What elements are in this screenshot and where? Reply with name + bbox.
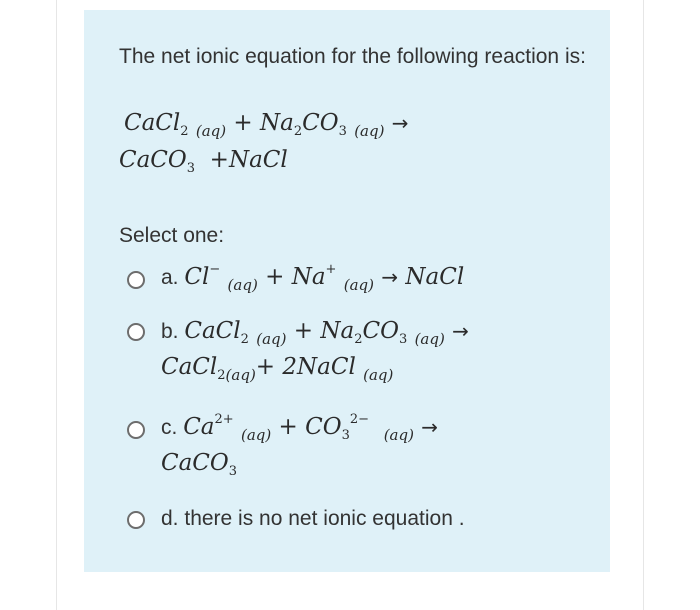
option-c-letter: c. — [161, 416, 178, 439]
option-a-letter: a. — [161, 266, 179, 289]
product-1-subscript: 3 — [186, 161, 196, 176]
option-a-term-1-superscript: − — [209, 262, 221, 277]
option-b-term-2-b-subscript: 3 — [398, 332, 408, 347]
option-a-term-1: Cl — [184, 264, 210, 290]
option-d-label[interactable] — [161, 507, 465, 531]
product-2: NaCl — [228, 147, 288, 173]
option-b-radio[interactable] — [127, 323, 145, 341]
reactant-1-state: (aq) — [195, 122, 227, 140]
select-one-label: Select one: — [119, 224, 225, 247]
reaction-arrow: → — [452, 319, 469, 343]
page-divider-right — [643, 0, 644, 610]
option-c-radio[interactable] — [127, 421, 145, 439]
plus-sign: + — [293, 318, 314, 344]
option-a-label[interactable] — [161, 262, 465, 294]
product-1: CaCO — [119, 147, 187, 173]
option-b-term-2-state: (aq) — [414, 330, 445, 348]
option-d-radio[interactable] — [127, 511, 145, 529]
option-c-term-2: CO — [305, 414, 342, 440]
option-c-term-1-superscript: 2+ — [214, 412, 234, 427]
reaction-arrow: → — [391, 111, 409, 135]
plus-sign: + — [233, 110, 253, 136]
option-b-product-2: 2NaCl — [282, 354, 356, 380]
option-b-term-1-subscript: 2 — [240, 332, 249, 347]
option-a-term-2-state: (aq) — [343, 276, 375, 294]
option-c-term-1-state: (aq) — [240, 426, 272, 444]
question-equation-line-2 — [119, 147, 288, 176]
option-b-term-1: CaCl — [184, 318, 241, 344]
option-a-term-1-state: (aq) — [227, 276, 258, 294]
option-d-letter: d. — [161, 507, 179, 530]
option-a-radio[interactable] — [127, 271, 145, 289]
option-a-term-2-superscript: + — [325, 262, 337, 277]
reactant-2-b-subscript: 3 — [338, 124, 347, 139]
option-b-term-2-b: CO — [362, 318, 399, 344]
option-c-label-line-2[interactable] — [161, 450, 238, 479]
option-c-term-1: Ca — [183, 414, 215, 440]
plus-sign: + — [265, 264, 285, 290]
option-a-term-2: Na — [291, 264, 326, 290]
option-c-product-subscript: 3 — [228, 464, 238, 479]
reactant-1-subscript: 2 — [180, 124, 189, 139]
option-c-term-2-subscript: 3 — [341, 428, 350, 443]
reaction-arrow: → — [421, 415, 439, 439]
plus-sign: + — [255, 354, 276, 380]
option-b-term-1-state: (aq) — [256, 330, 287, 348]
reactant-2-b: CO — [302, 110, 339, 136]
option-c-label-line-1[interactable] — [161, 412, 439, 444]
question-text: The net ionic equation for the following reaction is: — [119, 45, 586, 68]
option-b-product-1-state: (aq) — [225, 366, 256, 384]
question-equation-line-1 — [124, 110, 409, 140]
option-b-product-1: CaCl — [161, 354, 218, 380]
option-b-label-line-1[interactable] — [161, 318, 469, 348]
option-c-product: CaCO — [161, 450, 229, 476]
reactant-1: CaCl — [124, 110, 181, 136]
option-b-term-2: Na — [320, 318, 355, 344]
option-c-term-2-state: (aq) — [383, 426, 414, 444]
reactant-2: Na — [260, 110, 294, 136]
reactant-2-subscript: 2 — [293, 124, 303, 139]
reaction-arrow: → — [381, 265, 399, 289]
option-c-term-2-superscript: 2− — [349, 412, 370, 427]
reactant-2-state: (aq) — [354, 122, 385, 140]
option-d-text: there is no net ionic equation . — [184, 507, 465, 530]
option-b-product-1-subscript: 2 — [217, 368, 226, 383]
option-b-label-line-2[interactable] — [161, 354, 394, 384]
option-b-letter: b. — [161, 320, 179, 343]
option-a-product: NaCl — [405, 264, 465, 290]
plus-sign: + — [209, 147, 229, 173]
plus-sign: + — [278, 414, 298, 440]
page-divider-left — [56, 0, 57, 610]
option-b-product-2-state: (aq) — [363, 366, 394, 384]
option-b-term-2-subscript: 2 — [354, 332, 363, 347]
